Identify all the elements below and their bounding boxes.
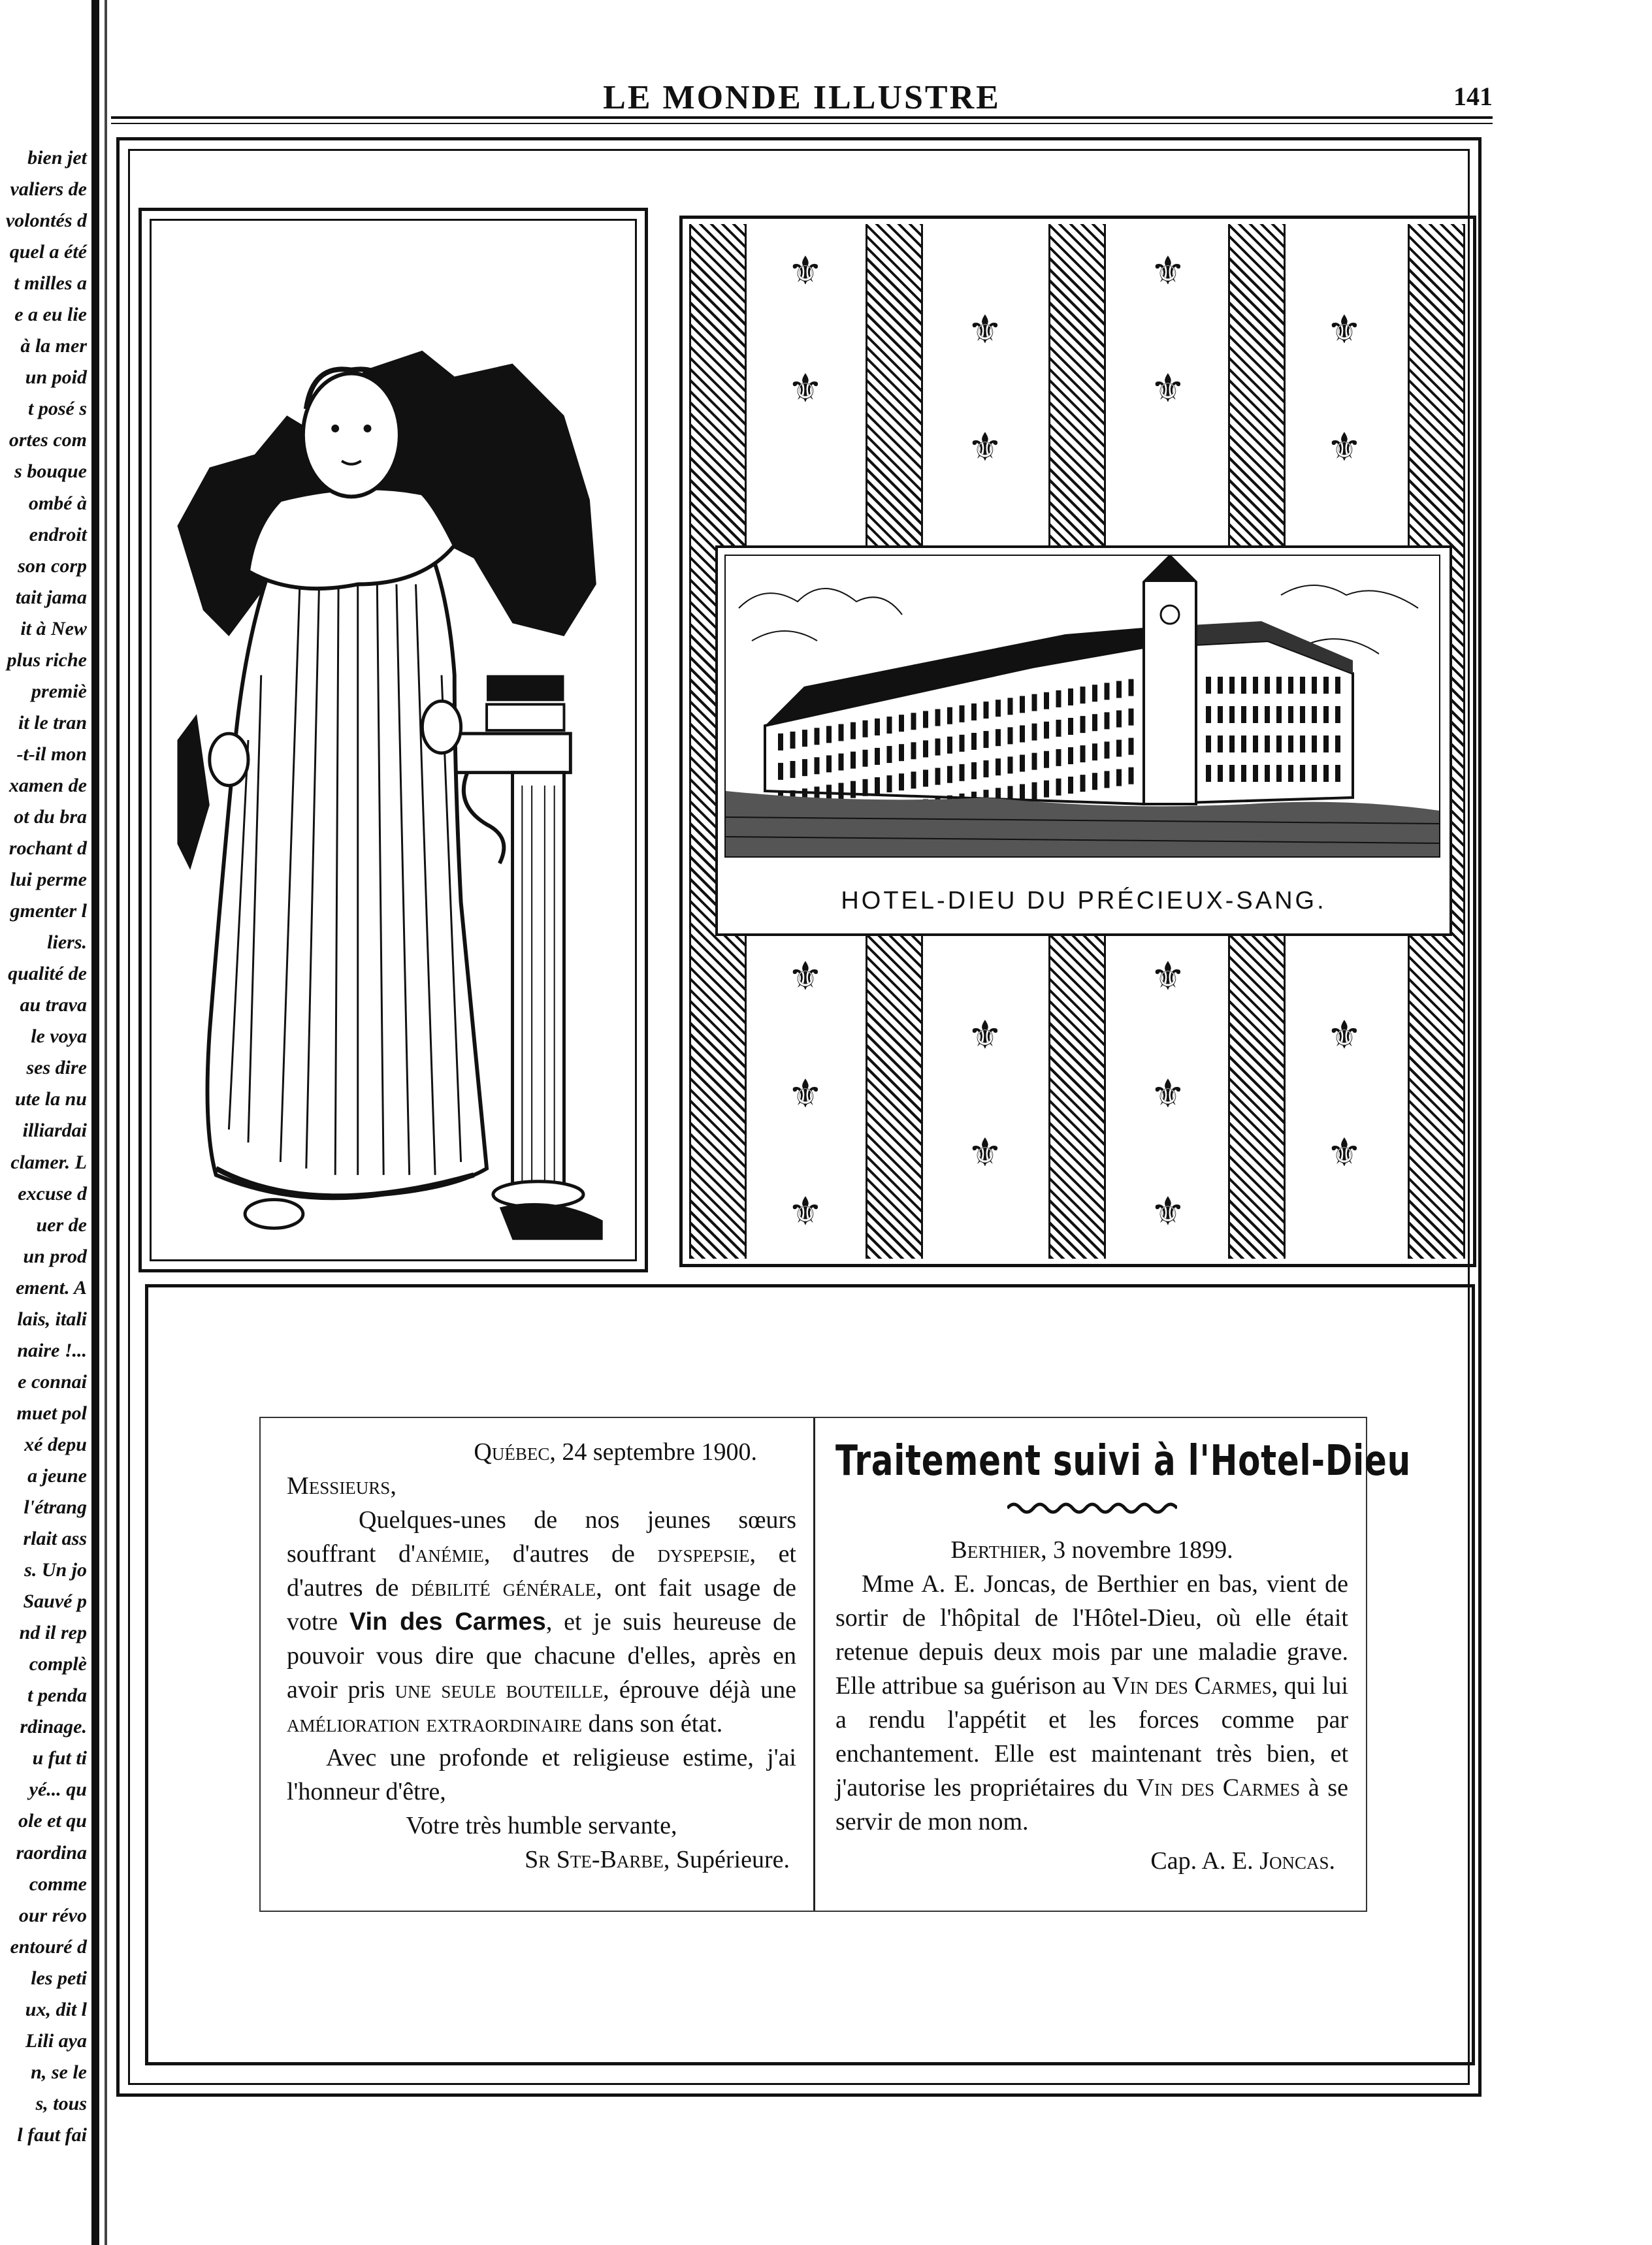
facing-page-fragment: qualité de — [8, 963, 87, 985]
facing-page-fragment: ortes com — [8, 429, 87, 451]
facing-page-fragment: Lili aya — [25, 2029, 87, 2052]
facing-page-fragment: t milles a — [14, 272, 87, 295]
facing-page-fragment: le voya — [31, 1026, 87, 1048]
closing-paragraph: Avec une profonde et religieuse estime, j'ai l'honneur d'être, — [287, 1744, 796, 1805]
facing-page-fragment: plus riche — [7, 649, 87, 671]
facing-page-fragment: raordina — [16, 1841, 87, 1864]
facing-page-fragment: n, se le — [31, 2061, 87, 2083]
fleur-de-lis-icon: ⚜ — [967, 307, 1003, 353]
ad-title: Traitement suivi à l'Hotel-Dieu — [835, 1437, 1411, 1485]
facing-page-fragment: endroit — [29, 523, 87, 545]
facing-page-fragment: illiardai — [22, 1120, 87, 1142]
vin-des-carmes-advertisement — [145, 1284, 1475, 2065]
facing-page-fragment: clamer. L — [10, 1151, 87, 1173]
facing-page-fragment: Sauvé p — [23, 1591, 87, 1613]
binding-gutter — [0, 0, 114, 2245]
closing-line: Votre très humble servante, — [406, 1812, 677, 1839]
facing-page-fragment: s, tous — [35, 2092, 87, 2114]
facing-page-fragment: comme — [29, 1873, 87, 1895]
fleur-de-lis-icon: ⚜ — [788, 248, 823, 294]
facing-page-fragment: t penda — [27, 1685, 87, 1707]
facing-page-fragment: e connai — [18, 1370, 87, 1393]
berthier-testimonial — [835, 1435, 1411, 1878]
facing-page-fragment: rdinage. — [20, 1716, 87, 1738]
publication-title: LE MONDE ILLUSTRE — [603, 79, 1001, 116]
page-header — [111, 78, 1493, 124]
facing-page-fragment: muet pol — [16, 1402, 87, 1424]
monk-illustration-border — [150, 219, 637, 1261]
facing-page-fragment: complè — [29, 1653, 87, 1675]
column-divider — [813, 1418, 815, 1911]
facing-page-fragment: lui perme — [10, 869, 87, 891]
facing-page-fragment: au trava — [20, 994, 87, 1016]
dateline-quebec: Québec, 24 septembre 1900. — [474, 1438, 757, 1466]
hotel-dieu-panel — [679, 216, 1476, 1267]
fleur-de-lis-icon: ⚜ — [1327, 307, 1362, 353]
facing-page-fragment: e a eu lie — [14, 304, 87, 326]
facing-page-fragment: un prod — [23, 1245, 87, 1267]
monk-illustration-panel — [138, 208, 648, 1272]
facing-page-fragment: l'étrang — [24, 1496, 87, 1519]
facing-page-fragment: valiers de — [10, 178, 87, 201]
facing-page-fragment: lais, itali — [17, 1308, 87, 1330]
facing-page-fragment: -t-il mon — [16, 743, 87, 765]
fleur-de-lis-icon: ⚜ — [1150, 248, 1186, 294]
fleur-de-lis-icon: ⚜ — [788, 366, 823, 412]
header-rule — [111, 116, 1493, 121]
fleur-de-lis-icon: ⚜ — [788, 954, 823, 999]
facing-page-fragment: it à New — [20, 617, 87, 639]
facing-page-fragment: excuse d — [18, 1182, 87, 1204]
ornamental-squiggle — [1007, 1500, 1177, 1516]
facing-page-fragment: a jeune — [27, 1464, 87, 1487]
binding-shadow — [105, 0, 107, 2245]
hospital-engraving — [715, 545, 1452, 936]
facing-page-fragment: ole et qu — [18, 1810, 87, 1832]
facing-page-fragment: gmenter l — [10, 900, 87, 922]
facing-page-fragment: ux, dit l — [25, 1998, 87, 2020]
facing-page-fragment: s. Un jo — [24, 1559, 87, 1581]
salutation: Messieurs, — [287, 1472, 397, 1500]
fleur-de-lis-icon: ⚜ — [1150, 1189, 1186, 1235]
carmelite-monk-illustration — [152, 221, 635, 1259]
facing-page-fragment: ute la nu — [14, 1088, 87, 1110]
facing-page-fragment: s bouque — [14, 460, 87, 483]
testimonial-box — [259, 1417, 1411, 1912]
hotel-dieu-building-icon — [726, 556, 1439, 856]
fleur-de-lis-icon: ⚜ — [1150, 366, 1186, 412]
facing-page-fragment: à la mer — [20, 335, 87, 357]
fleur-de-lis-icon: ⚜ — [967, 425, 1003, 470]
signature: Cap. A. E. Joncas. — [1150, 1847, 1335, 1875]
fleur-de-lis-icon: ⚜ — [967, 1130, 1003, 1176]
testimonial-paragraph: Quelques-unes de nos jeunes sœurs souffrant d'anémie, d'autres de dyspepsie, et d'autres de débilité générale, ont fait usage de votre Vin des Carmes, et je suis heureuse de pouvoir vous dire que chacune d'elles, après en avoir pris une seule bouteille, éprouve déjà une amélioration extraordinaire dans son état. — [287, 1506, 797, 1737]
facing-page-fragment: premiè — [31, 680, 87, 702]
facing-page-fragment: rlait ass — [23, 1528, 87, 1550]
facing-page-fragment: xamen de — [8, 774, 87, 796]
testimonial-paragraph: Mme A. E. Joncas, de Berthier en bas, vient de sortir de l'hôpital de l'Hôtel-Dieu, où elle était retenue depuis deux mois par une maladie grave. Elle attribue sa guérison au Vin des Carmes, qui lui a rendu l'appétit et les forces comme par enchantement. Elle est maintenant très bien, et j'autorise les propriétaires du Vin des Carmes à se servir de mon nom. — [835, 1570, 1348, 1835]
fleur-de-lis-icon: ⚜ — [967, 1012, 1003, 1058]
facing-page-fragment: quel a été — [9, 241, 87, 263]
facing-page-fragment: tait jama — [15, 586, 87, 608]
dateline-berthier: Berthier, 3 novembre 1899. — [950, 1536, 1233, 1564]
facing-page-fragment: les peti — [31, 1967, 87, 1989]
facing-page-fragment: entouré d — [10, 1935, 87, 1958]
header-rule-thin — [111, 123, 1493, 125]
fleur-de-lis-icon: ⚜ — [1150, 954, 1186, 999]
binding-edge — [91, 0, 99, 2245]
quebec-testimonial — [287, 1435, 796, 1877]
facing-page-fragment: ement. A — [16, 1276, 87, 1299]
facing-page-fragment: it le tran — [18, 711, 87, 734]
facing-page-fragment: uer de — [36, 1214, 87, 1236]
hospital-caption: HOTEL-DIEU DU PRÉCIEUX-SANG. — [841, 887, 1327, 914]
facing-page-fragment: volontés d — [5, 210, 87, 232]
facing-page-fragment: l faut fai — [17, 2124, 87, 2146]
signature: Sr Ste-Barbe, Supérieure. — [525, 1846, 790, 1873]
fleur-de-lis-icon: ⚜ — [1150, 1071, 1186, 1117]
facing-page-fragment: liers. — [47, 931, 87, 954]
facing-page-fragment: naire !... — [17, 1339, 87, 1361]
fleur-de-lis-icon: ⚜ — [1327, 425, 1362, 470]
facing-page-fragment: xé depu — [24, 1433, 87, 1455]
facing-page-fragment: ses dire — [26, 1057, 87, 1079]
facing-page-fragment: t posé s — [28, 398, 87, 420]
facing-page-fragment: nd il rep — [19, 1622, 87, 1644]
fleur-de-lis-icon: ⚜ — [788, 1189, 823, 1235]
facing-page-fragment: son corp — [18, 555, 87, 577]
facing-page-fragment: ombé à — [28, 492, 87, 514]
fleur-de-lis-icon: ⚜ — [1327, 1130, 1362, 1176]
facing-page-fragment: un poid — [25, 366, 87, 389]
hospital-building-illustration — [724, 555, 1440, 858]
facing-page-fragment: yé... qu — [29, 1779, 87, 1801]
facing-page-fragment: our révo — [18, 1904, 87, 1926]
facing-page-fragment: rochant d — [8, 837, 87, 860]
fleur-de-lis-icon: ⚜ — [1327, 1012, 1362, 1058]
fleur-de-lis-icon: ⚜ — [788, 1071, 823, 1117]
facing-page-fragment: bien jet — [27, 147, 87, 169]
facing-page-fragment: ot du bra — [14, 805, 87, 828]
facing-page-fragment: u fut ti — [32, 1747, 87, 1769]
page-number: 141 — [1453, 82, 1493, 111]
